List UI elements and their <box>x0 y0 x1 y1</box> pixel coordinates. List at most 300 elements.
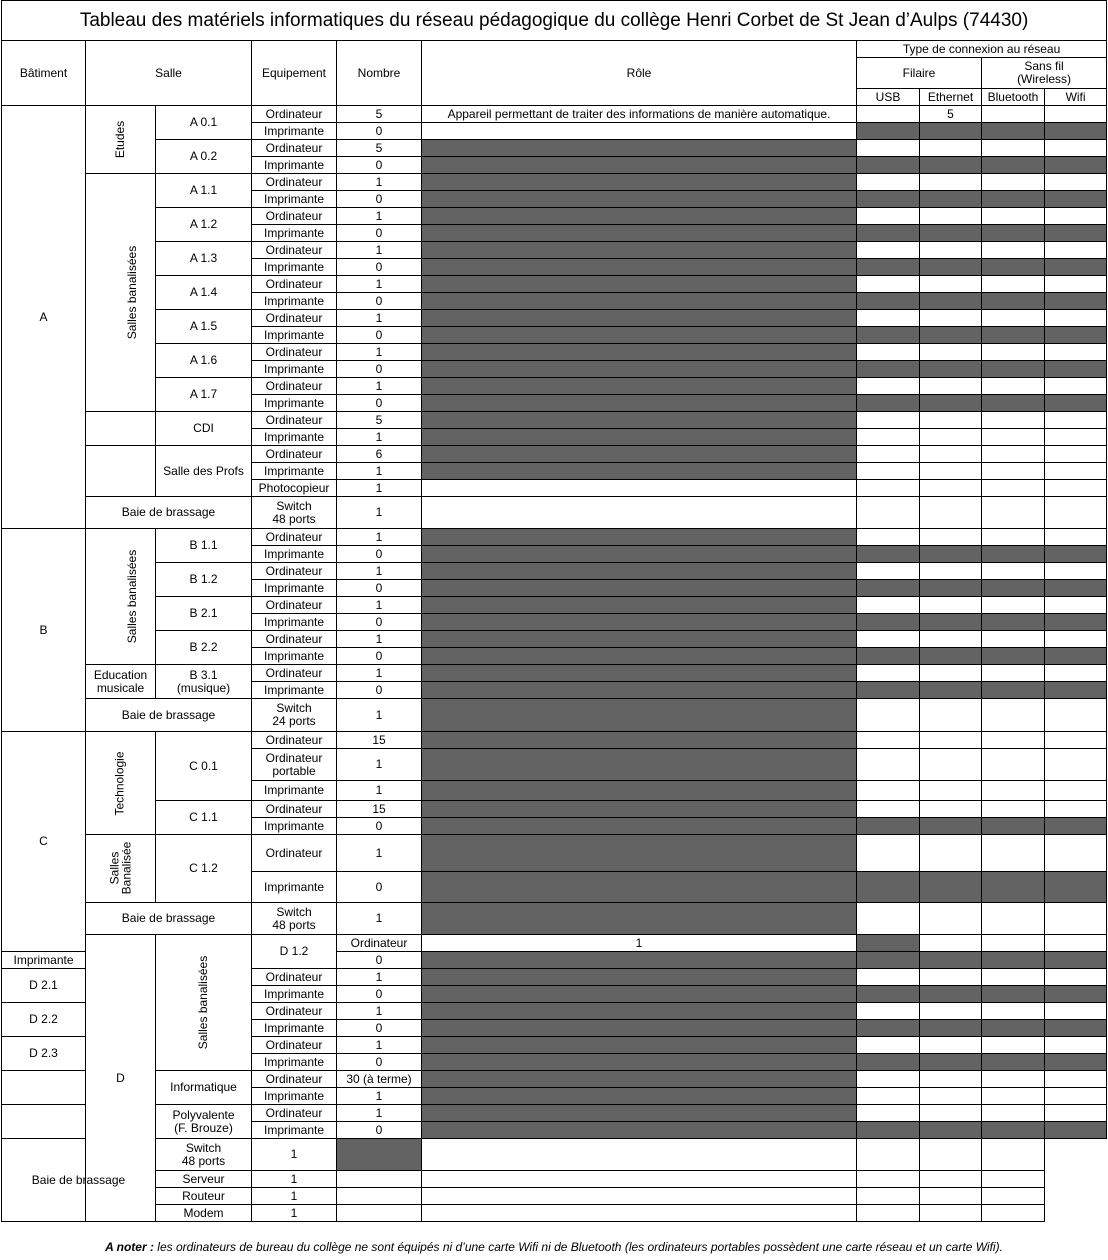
conn-usb <box>857 682 920 699</box>
room-b31-sub: (musique) <box>176 680 231 695</box>
header-type-connexion: Type de connexion au réseau <box>857 41 1107 58</box>
count-cell: 5 <box>337 412 422 429</box>
room-d23: D 2.3 <box>2 1037 86 1071</box>
conn-usb <box>857 529 920 546</box>
baie-de-brassage-c: Baie de brassage <box>86 903 252 935</box>
table-row <box>2 699 1107 732</box>
equipment-cell: Imprimante <box>252 872 337 903</box>
conn-usb <box>857 497 920 529</box>
count-cell: 1 <box>337 835 422 872</box>
role-cell <box>422 781 857 801</box>
conn-bluetooth <box>982 395 1045 412</box>
room-d22: D 2.2 <box>2 1003 86 1037</box>
conn-ethernet <box>920 157 982 174</box>
conn-bluetooth <box>982 699 1045 732</box>
count-cell: 0 <box>337 986 422 1003</box>
count-cell: 1 <box>337 310 422 327</box>
room-c11: C 1.1 <box>156 801 252 835</box>
header-usb: USB <box>857 89 920 106</box>
conn-bluetooth <box>982 614 1045 631</box>
table-title: Tableau des matériels informatiques du réseau pédagogique du collège Henri Corbet de St Jean d’Aulps (74430) <box>2 1 1107 41</box>
wireless-text: (Wireless) <box>1017 72 1072 86</box>
conn-bluetooth <box>982 140 1045 157</box>
role-cell <box>422 749 857 781</box>
header-filaire: Filaire <box>857 58 982 89</box>
role-cell <box>422 480 857 497</box>
room-b31-label: B 3.1 <box>189 667 218 682</box>
conn-bluetooth <box>982 749 1045 781</box>
count-cell: 1 <box>337 242 422 259</box>
table-row <box>2 276 1107 293</box>
role-cell <box>422 665 857 682</box>
role-cell <box>422 1003 857 1020</box>
table-row <box>2 935 1107 952</box>
equipment-cell: Ordinateur <box>252 665 337 682</box>
header-salle: Salle <box>86 41 252 106</box>
conn-usb <box>857 480 920 497</box>
zone-etudes-label: Etudes <box>112 120 127 159</box>
conn-bluetooth <box>920 1139 982 1171</box>
conn-ethernet <box>920 191 982 208</box>
conn-wifi <box>1045 614 1107 631</box>
conn-usb <box>857 648 920 665</box>
conn-bluetooth <box>982 157 1045 174</box>
conn-ethernet <box>920 563 982 580</box>
role-cell <box>422 276 857 293</box>
room-profs: Salle des Profs <box>156 446 252 497</box>
conn-wifi <box>1045 597 1107 614</box>
conn-bluetooth <box>982 563 1045 580</box>
room-a16: A 1.6 <box>156 344 252 378</box>
conn-wifi <box>1045 699 1107 732</box>
conn-usb <box>857 749 920 781</box>
conn-ethernet <box>920 903 982 935</box>
conn-ethernet <box>920 1020 982 1037</box>
conn-bluetooth <box>982 191 1045 208</box>
equipment-cell: Imprimante <box>252 429 337 446</box>
conn-wifi <box>1045 781 1107 801</box>
conn-ethernet <box>920 225 982 242</box>
conn-usb <box>857 1071 920 1088</box>
baie-de-brassage-d: Baie de brassage <box>2 1139 156 1222</box>
zone-label: Salles banalisées <box>196 955 210 1050</box>
conn-bluetooth <box>982 123 1045 140</box>
conn-bluetooth <box>982 546 1045 563</box>
header-nombre: Nombre <box>337 41 422 106</box>
equipment-table <box>1 0 1107 1222</box>
role-cell <box>422 872 857 903</box>
conn-usb <box>857 597 920 614</box>
conn-usb <box>857 412 920 429</box>
equipment-cell: Photocopieur <box>252 480 337 497</box>
table-row <box>2 497 1107 529</box>
conn-wifi <box>1045 378 1107 395</box>
count-cell: 1 <box>337 969 422 986</box>
conn-bluetooth <box>982 497 1045 529</box>
conn-usb <box>857 208 920 225</box>
switch-label: Switch <box>185 1140 222 1155</box>
conn-ethernet <box>857 1188 920 1205</box>
equipment-cell: Imprimante <box>252 648 337 665</box>
equipment-cell: Ordinateur <box>252 446 337 463</box>
role-cell <box>422 395 857 412</box>
room-a14: A 1.4 <box>156 276 252 310</box>
equipment-cell: Ordinateur <box>252 1071 337 1088</box>
conn-ethernet <box>982 935 1045 952</box>
role-cell <box>422 310 857 327</box>
equipment-cell: Imprimante <box>252 818 337 835</box>
role-cell <box>422 699 857 732</box>
conn-usb <box>857 1088 920 1105</box>
conn-wifi <box>1045 801 1107 818</box>
conn-bluetooth <box>982 412 1045 429</box>
room-poly-sub: (F. Brouze) <box>174 1120 233 1135</box>
count-cell: 0 <box>337 327 422 344</box>
conn-ethernet: 5 <box>920 106 982 123</box>
equipment-cell: Imprimante <box>252 546 337 563</box>
building-c: C <box>2 732 86 952</box>
conn-ethernet <box>920 174 982 191</box>
header-wifi: Wifi <box>1045 89 1107 106</box>
room-a13: A 1.3 <box>156 242 252 276</box>
building-a: A <box>2 106 86 529</box>
conn-bluetooth <box>982 1122 1045 1139</box>
conn-ethernet <box>920 1122 982 1139</box>
conn-usb <box>857 1037 920 1054</box>
zone-label: Salles banalisées <box>125 245 140 340</box>
conn-ethernet <box>920 310 982 327</box>
equipment-cell: Ordinateur <box>252 597 337 614</box>
conn-bluetooth <box>1045 935 1107 952</box>
conn-wifi <box>1045 310 1107 327</box>
conn-wifi <box>1045 546 1107 563</box>
conn-wifi <box>1045 732 1107 749</box>
conn-ethernet <box>920 781 982 801</box>
conn-ethernet <box>920 242 982 259</box>
conn-usb <box>857 872 920 903</box>
conn-ethernet <box>920 1037 982 1054</box>
conn-bluetooth <box>982 225 1045 242</box>
conn-ethernet <box>920 801 982 818</box>
conn-usb <box>857 191 920 208</box>
role-cell <box>422 412 857 429</box>
conn-ethernet <box>920 749 982 781</box>
header-ethernet: Ethernet <box>920 89 982 106</box>
zone-education-musicale: Education musicale <box>86 665 156 699</box>
room-d12: D 1.2 <box>252 935 337 969</box>
conn-wifi <box>1045 872 1107 903</box>
conn-usb <box>857 580 920 597</box>
conn-ethernet <box>920 580 982 597</box>
role-cell <box>422 614 857 631</box>
count-cell: 1 <box>337 631 422 648</box>
table-row <box>2 597 1107 614</box>
conn-ethernet <box>920 378 982 395</box>
conn-usb <box>857 395 920 412</box>
count-cell: 1 <box>337 903 422 935</box>
conn-bluetooth <box>982 208 1045 225</box>
conn-ethernet <box>857 1139 920 1171</box>
role-cell <box>422 529 857 546</box>
count-cell: 1 <box>422 935 857 952</box>
count-cell: 1 <box>252 1205 337 1222</box>
zone-empty <box>2 1071 86 1105</box>
role-cell <box>422 123 857 140</box>
conn-wifi <box>1045 106 1107 123</box>
conn-wifi <box>1045 259 1107 276</box>
conn-bluetooth <box>982 276 1045 293</box>
count-cell: 5 <box>337 140 422 157</box>
ports-label: 24 ports <box>272 714 316 728</box>
equipment-cell: Ordinateur <box>252 174 337 191</box>
equipment-cell: Ordinateur <box>252 801 337 818</box>
equipment-cell: Imprimante <box>252 395 337 412</box>
conn-usb <box>857 1105 920 1122</box>
count-cell: 1 <box>337 1105 422 1122</box>
conn-wifi <box>1045 242 1107 259</box>
equipment-cell <box>252 497 337 529</box>
conn-ethernet <box>920 429 982 446</box>
conn-bluetooth <box>982 952 1045 969</box>
conn-ethernet <box>920 276 982 293</box>
conn-bluetooth <box>982 665 1045 682</box>
equipment-cell: Ordinateur <box>252 242 337 259</box>
conn-bluetooth <box>982 259 1045 276</box>
conn-bluetooth <box>982 818 1045 835</box>
role-cell <box>422 580 857 597</box>
conn-usb <box>857 835 920 872</box>
table-row <box>2 208 1107 225</box>
conn-wifi <box>1045 208 1107 225</box>
count-cell: 0 <box>337 648 422 665</box>
conn-bluetooth <box>920 1188 982 1205</box>
conn-bluetooth <box>982 1003 1045 1020</box>
table-row <box>2 835 1107 872</box>
conn-wifi <box>982 1139 1045 1171</box>
conn-ethernet <box>920 818 982 835</box>
role-cell <box>422 818 857 835</box>
equipment-cell: Imprimante <box>252 123 337 140</box>
equipment-cell: Ordinateur <box>252 208 337 225</box>
count-cell: 1 <box>337 276 422 293</box>
conn-ethernet <box>920 952 982 969</box>
role-cell <box>422 259 857 276</box>
conn-usb <box>422 1139 857 1171</box>
zone-salles-banalisee-c <box>86 835 156 903</box>
table-row <box>2 1071 1107 1088</box>
footnote-text: les ordinateurs de bureau du collège ne sont équipés ni d’une carte Wifi ni de Bluetooth (les ordinateurs portables possèdent une carte réseau et un carte Wifi). <box>153 1240 1003 1254</box>
count-cell: 1 <box>337 208 422 225</box>
conn-usb <box>857 429 920 446</box>
role-cell <box>337 1139 422 1171</box>
conn-wifi <box>1045 327 1107 344</box>
conn-usb <box>857 225 920 242</box>
header-batiment: Bâtiment <box>2 41 86 106</box>
room-d21: D 2.1 <box>2 969 86 1003</box>
role-cell <box>422 191 857 208</box>
table-row <box>2 801 1107 818</box>
conn-usb <box>857 1020 920 1037</box>
conn-bluetooth <box>982 310 1045 327</box>
conn-ethernet <box>920 1071 982 1088</box>
conn-usb <box>857 614 920 631</box>
conn-usb <box>422 1171 857 1188</box>
count-cell: 1 <box>337 1088 422 1105</box>
equipment-cell: Imprimante <box>252 157 337 174</box>
zone-label <box>109 842 133 895</box>
conn-usb <box>857 446 920 463</box>
conn-bluetooth <box>982 682 1045 699</box>
conn-wifi <box>1045 529 1107 546</box>
conn-usb <box>857 952 920 969</box>
count-cell: 0 <box>337 952 422 969</box>
ports-label: 48 ports <box>272 511 316 526</box>
footnote <box>0 1240 1108 1254</box>
conn-wifi <box>1045 1020 1107 1037</box>
conn-ethernet <box>920 123 982 140</box>
table-row <box>2 344 1107 361</box>
conn-usb <box>857 123 920 140</box>
role-cell <box>422 293 857 310</box>
equipment-cell: Imprimante <box>252 259 337 276</box>
conn-ethernet <box>920 361 982 378</box>
conn-ethernet <box>920 1003 982 1020</box>
zone-label-line-2: Banalisée <box>119 841 134 895</box>
conn-bluetooth <box>982 781 1045 801</box>
sans-fil-text: Sans fil <box>1024 59 1064 73</box>
count-cell: 1 <box>337 497 422 529</box>
count-cell: 5 <box>337 106 422 123</box>
conn-wifi <box>1045 682 1107 699</box>
room-cdi: CDI <box>156 412 252 446</box>
role-cell <box>422 1122 857 1139</box>
table-row <box>2 732 1107 749</box>
zone-label: Salles banalisées <box>125 549 140 644</box>
conn-bluetooth <box>982 1088 1045 1105</box>
table-row <box>2 174 1107 191</box>
count-cell: 1 <box>252 1139 337 1171</box>
conn-wifi <box>1045 174 1107 191</box>
role-cell <box>422 1088 857 1105</box>
conn-usb <box>857 546 920 563</box>
conn-ethernet <box>920 835 982 872</box>
table-row <box>2 1139 1107 1171</box>
role-cell <box>422 361 857 378</box>
conn-bluetooth <box>982 631 1045 648</box>
conn-bluetooth <box>982 903 1045 935</box>
equipment-cell: Serveur <box>156 1171 252 1188</box>
table-row <box>2 665 1107 682</box>
count-cell: 1 <box>337 174 422 191</box>
equipment-cell: Ordinateur <box>252 1003 337 1020</box>
conn-ethernet <box>920 412 982 429</box>
room-b31 <box>156 665 252 699</box>
conn-bluetooth <box>982 480 1045 497</box>
conn-wifi <box>982 1188 1045 1205</box>
conn-usb <box>857 378 920 395</box>
equipment-cell <box>252 699 337 732</box>
role-cell <box>422 378 857 395</box>
count-cell: 30 (à terme) <box>337 1071 422 1088</box>
conn-usb <box>857 781 920 801</box>
conn-wifi <box>1045 749 1107 781</box>
conn-bluetooth <box>982 446 1045 463</box>
table-row <box>2 310 1107 327</box>
conn-usb <box>857 801 920 818</box>
conn-ethernet <box>857 1205 920 1222</box>
header-bluetooth: Bluetooth <box>982 89 1045 106</box>
table-row <box>2 140 1107 157</box>
conn-usb <box>422 1188 857 1205</box>
conn-ethernet <box>920 682 982 699</box>
table-row <box>2 1171 1107 1188</box>
equipment-cell: Routeur <box>156 1188 252 1205</box>
equipment-cell: Imprimante <box>252 327 337 344</box>
conn-ethernet <box>920 1088 982 1105</box>
count-cell: 0 <box>337 293 422 310</box>
conn-usb <box>857 631 920 648</box>
conn-wifi <box>1045 140 1107 157</box>
zone-label: Technologie <box>113 750 127 816</box>
count-cell: 0 <box>337 1122 422 1139</box>
conn-usb <box>857 157 920 174</box>
conn-wifi <box>1045 818 1107 835</box>
conn-ethernet <box>857 1171 920 1188</box>
equipment-cell: Ordinateur <box>252 529 337 546</box>
zone-empty <box>2 1105 86 1139</box>
table-row <box>2 631 1107 648</box>
conn-bluetooth <box>982 1071 1045 1088</box>
conn-bluetooth <box>982 969 1045 986</box>
equipment-cell: Imprimante <box>252 1088 337 1105</box>
conn-wifi <box>1045 903 1107 935</box>
conn-usb <box>857 699 920 732</box>
equipment-cell: Imprimante <box>252 614 337 631</box>
equipment-cell: Ordinateur <box>252 310 337 327</box>
count-cell: 0 <box>337 157 422 174</box>
conn-bluetooth <box>982 429 1045 446</box>
conn-wifi <box>1045 648 1107 665</box>
header-role: Rôle <box>422 41 857 106</box>
conn-wifi <box>1045 952 1107 969</box>
count-cell: 0 <box>337 546 422 563</box>
equipment-cell: Ordinateur <box>252 140 337 157</box>
conn-usb <box>857 903 920 935</box>
role-cell <box>422 801 857 818</box>
conn-bluetooth <box>982 361 1045 378</box>
role-cell <box>422 208 857 225</box>
conn-wifi <box>1045 835 1107 872</box>
role-cell <box>422 446 857 463</box>
conn-wifi <box>1045 344 1107 361</box>
table-row <box>2 529 1107 546</box>
conn-usb <box>422 1205 857 1222</box>
conn-usb <box>857 1122 920 1139</box>
zone-salles-banalisees-b <box>86 529 156 665</box>
count-cell: 0 <box>337 395 422 412</box>
baie-de-brassage-a: Baie de brassage <box>86 497 252 529</box>
role-cell <box>422 1054 857 1071</box>
conn-wifi <box>1045 157 1107 174</box>
conn-wifi <box>1045 580 1107 597</box>
conn-bluetooth <box>982 580 1045 597</box>
role-cell <box>422 732 857 749</box>
conn-ethernet <box>920 327 982 344</box>
count-cell: 1 <box>252 1171 337 1188</box>
conn-wifi <box>1045 1037 1107 1054</box>
role-cell <box>422 1037 857 1054</box>
building-b: B <box>2 529 86 732</box>
